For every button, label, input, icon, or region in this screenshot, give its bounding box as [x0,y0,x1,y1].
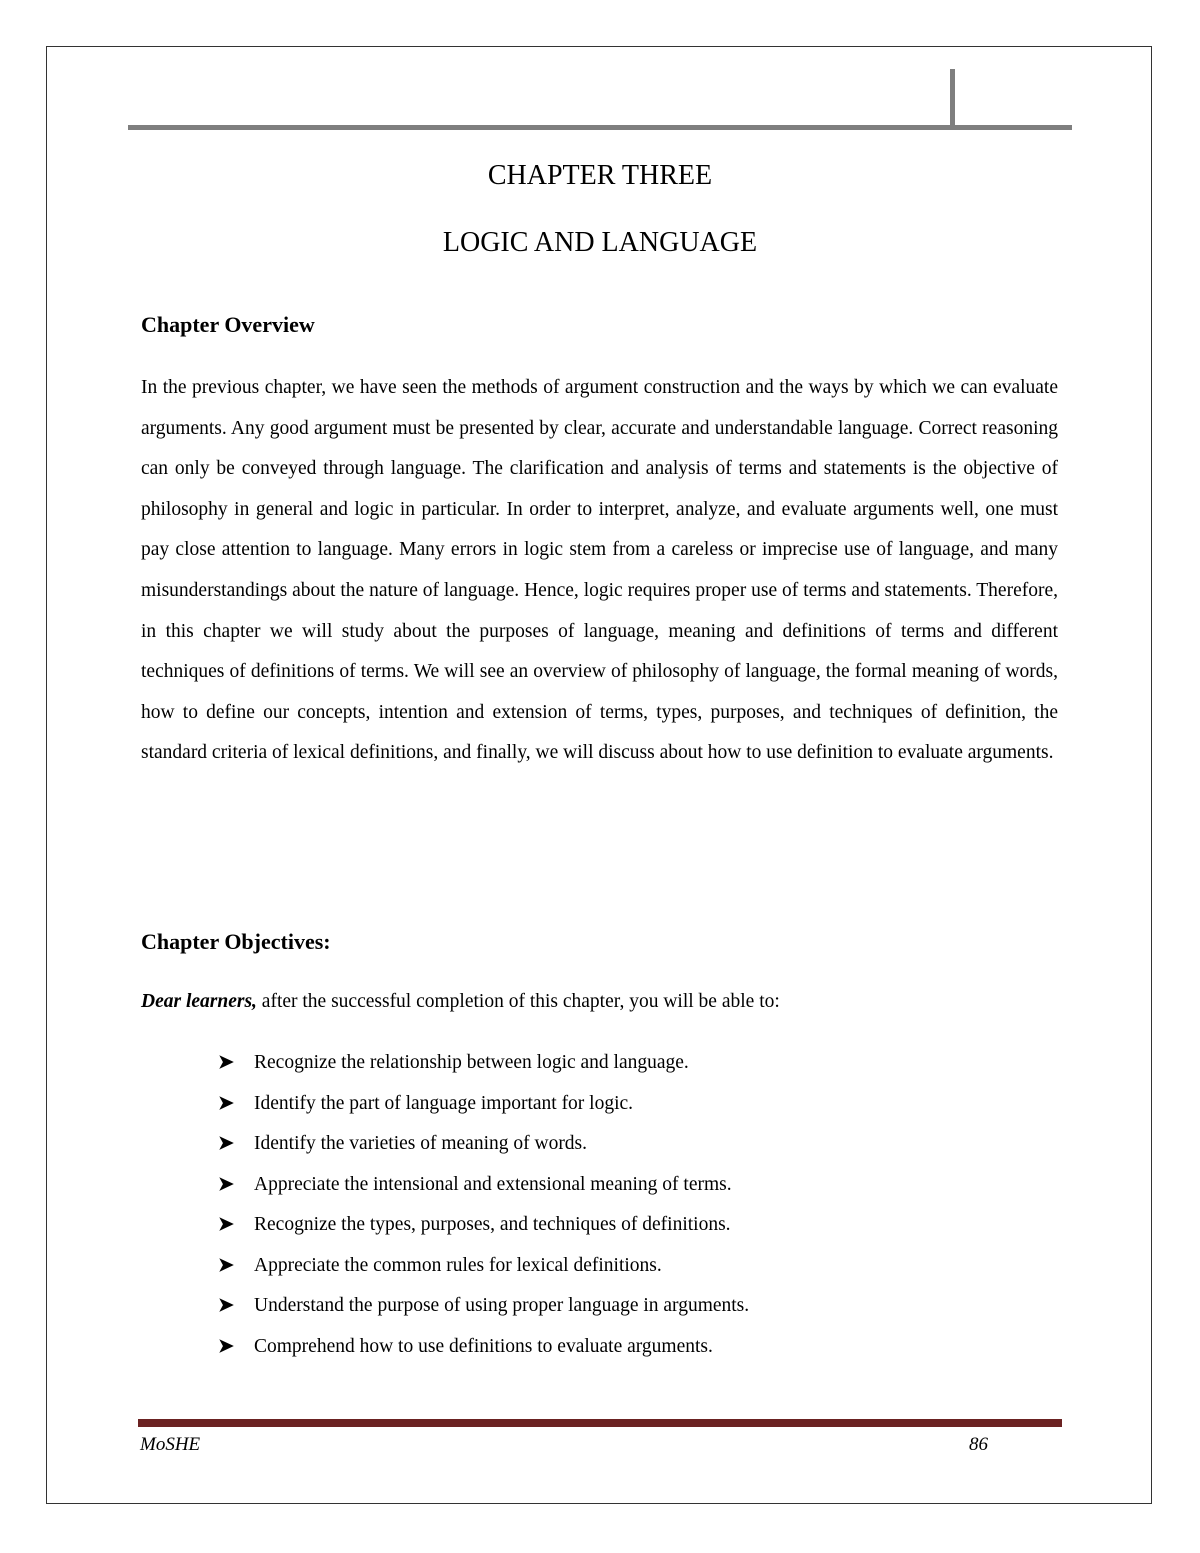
arrowhead-bullet-icon: ➤ [218,1092,234,1114]
page-number: 86 [969,1434,988,1455]
objective-text: Recognize the relationship between logic and language. [254,1052,689,1073]
objective-item [218,1332,749,1373]
objective-item [218,1089,749,1130]
objective-item [218,1210,749,1251]
objective-text: Appreciate the common rules for lexical definitions. [254,1254,662,1276]
objective-text: Appreciate the intensional and extensional meaning of terms. [254,1173,732,1195]
objective-item [218,1170,749,1211]
footer-publisher: MoSHE [140,1434,201,1455]
objective-item [218,1291,749,1332]
objectives-heading: Chapter Objectives: [141,929,331,954]
objective-text: Comprehend how to use definitions to evaluate arguments. [254,1335,713,1357]
objective-text: Recognize the types, purposes, and techniques of definitions. [254,1214,731,1235]
objective-item [218,1251,749,1292]
intro-text: after the successful completion of this chapter, you will be able to: [256,991,780,1012]
chapter-number: CHAPTER THREE [487,160,713,191]
objective-text: Identify the varieties of meaning of words. [254,1133,588,1154]
arrowhead-bullet-icon: ➤ [218,1335,234,1357]
chapter-title: LOGIC AND LANGUAGE [442,227,758,258]
arrowhead-bullet-icon: ➤ [218,1133,234,1154]
arrowhead-bullet-icon: ➤ [218,1254,234,1276]
overview-paragraph: In the previous chapter, we have seen the methods of argument construction and the ways by which we can evaluate arguments. Any good argument must be presented by clear, accurate and understandable language. Correct reasoning can only be conveyed through language. The clarification and analysis of terms and statements is the objective of philosophy in general and logic in particular. In order to interpret, analyze, and evaluate arguments well, one must pay close attention to language. Many errors in logic stem from a careless or imprecise use of language, and many misunderstandings about the nature of language. Hence, logic requires proper use of terms and statements. Therefore, in this chapter we will study about the purposes of language, meaning and definitions of terms and different techniques of definitions of terms. We will see an overview of philosophy of language, the formal meaning of words, how to define our concepts, intention and extension of terms, types, purposes, and techniques of definition, the standard criteria of lexical definitions, and finally, we will discuss about how to use definition to evaluate arguments. [141,377,1058,764]
overview-heading: Chapter Overview [141,312,315,337]
arrowhead-bullet-icon: ➤ [218,1295,234,1316]
intro-emphasis: Dear learners, [141,991,257,1012]
arrowhead-bullet-icon: ➤ [218,1052,234,1073]
footer-rule [138,1419,1062,1427]
objective-item [218,1048,749,1089]
arrowhead-bullet-icon: ➤ [218,1214,234,1235]
objectives-intro [141,988,780,1016]
header-rule [128,125,1072,130]
objective-item [218,1129,749,1170]
objective-text: Understand the purpose of using proper language in arguments. [254,1295,750,1316]
objective-text: Identify the part of language important for logic. [254,1092,634,1114]
objectives-list [218,1048,749,1372]
arrowhead-bullet-icon: ➤ [218,1173,234,1195]
header-tick [950,69,955,127]
